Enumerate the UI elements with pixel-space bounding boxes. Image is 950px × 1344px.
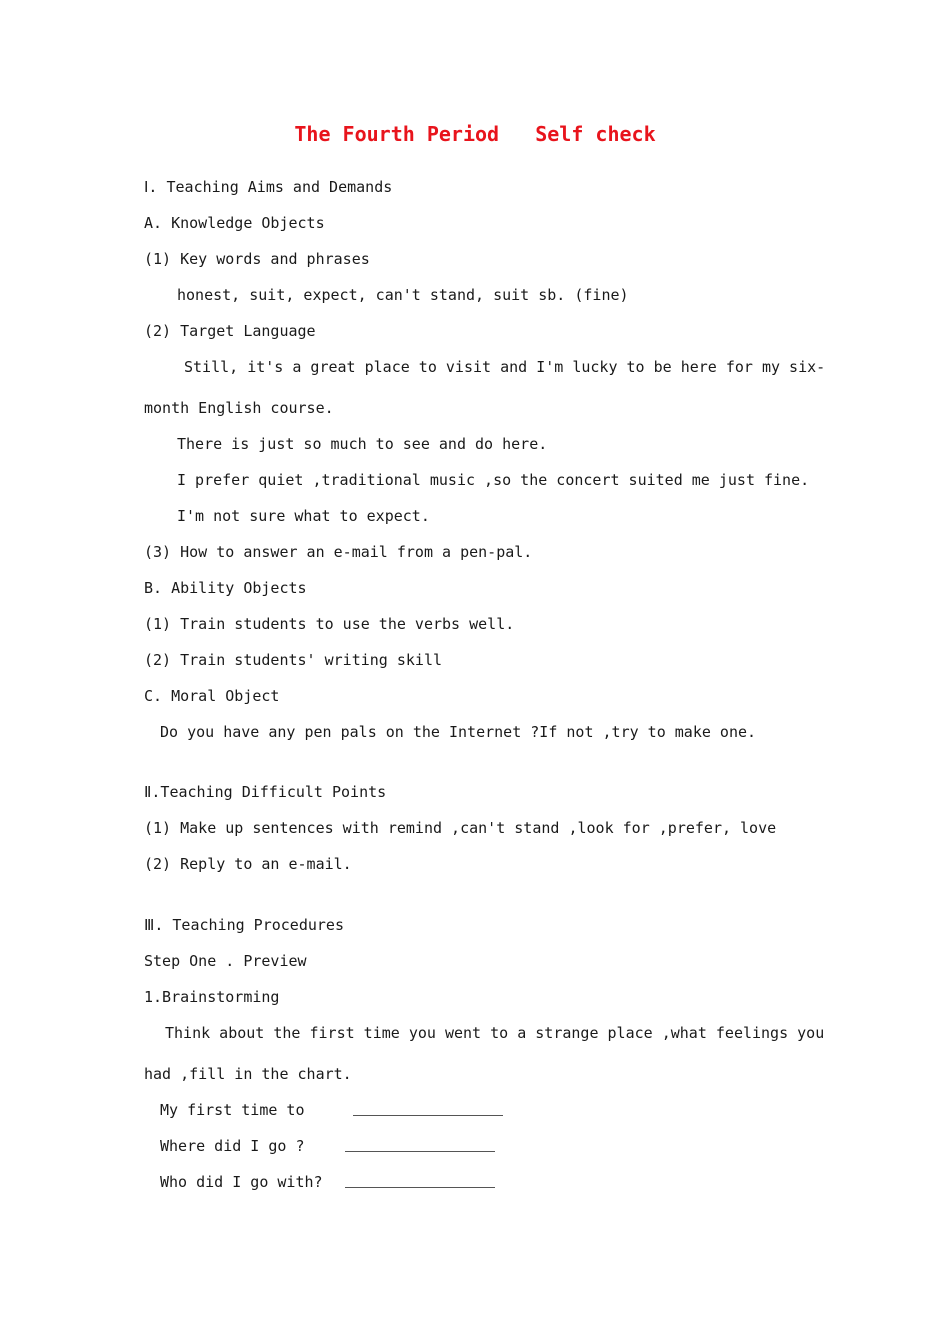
fill-blank-first-time[interactable]	[353, 1115, 503, 1116]
chart-prompt-who: Who did I go with?	[160, 1173, 323, 1191]
difficult-point-2: (2) Reply to an e-mail.	[144, 855, 352, 873]
subheading-ability-objects: B. Ability Objects	[144, 579, 307, 597]
fill-blank-where[interactable]	[345, 1151, 495, 1152]
item-email-answer: (3) How to answer an e-mail from a pen-pal.	[144, 543, 533, 561]
moral-object-text: Do you have any pen pals on the Internet ?If not ,try to make one.	[160, 723, 757, 741]
item-train-verbs: (1) Train students to use the verbs well.	[144, 615, 515, 633]
brainstorming-instruction-cont: had ,fill in the chart.	[144, 1065, 352, 1083]
subheading-knowledge-objects: A. Knowledge Objects	[144, 214, 325, 232]
difficult-point-1: (1) Make up sentences with remind ,can't stand ,look for ,prefer, love	[144, 819, 777, 837]
chart-prompt-where: Where did I go ?	[160, 1137, 305, 1155]
fill-blank-who[interactable]	[345, 1187, 495, 1188]
chart-prompt-first-time: My first time to	[160, 1101, 305, 1119]
page-title: The Fourth Period Self check	[294, 122, 656, 146]
target-sentence-1: Still, it's a great place to visit and I'm lucky to be here for my six-	[184, 358, 826, 376]
target-sentence-4: I'm not sure what to expect.	[177, 507, 430, 525]
item-key-words: (1) Key words and phrases	[144, 250, 370, 268]
item-train-writing: (2) Train students' writing skill	[144, 651, 443, 669]
brainstorming-instruction: Think about the first time you went to a strange place ,what feelings you	[165, 1024, 825, 1042]
section-heading-aims: Ⅰ. Teaching Aims and Demands	[144, 178, 393, 196]
target-sentence-2: There is just so much to see and do here.	[177, 435, 548, 453]
section-heading-difficult-points: Ⅱ.Teaching Difficult Points	[144, 783, 387, 801]
key-words-list: honest, suit, expect, can't stand, suit sb. (fine)	[177, 286, 629, 304]
target-sentence-1-cont: month English course.	[144, 399, 334, 417]
section-heading-procedures: Ⅲ. Teaching Procedures	[144, 916, 344, 934]
step-one-heading: Step One . Preview	[144, 952, 307, 970]
subheading-moral-object: C. Moral Object	[144, 687, 280, 705]
brainstorming-heading: 1.Brainstorming	[144, 988, 280, 1006]
target-sentence-3: I prefer quiet ,traditional music ,so the concert suited me just fine.	[177, 471, 810, 489]
item-target-language: (2) Target Language	[144, 322, 316, 340]
